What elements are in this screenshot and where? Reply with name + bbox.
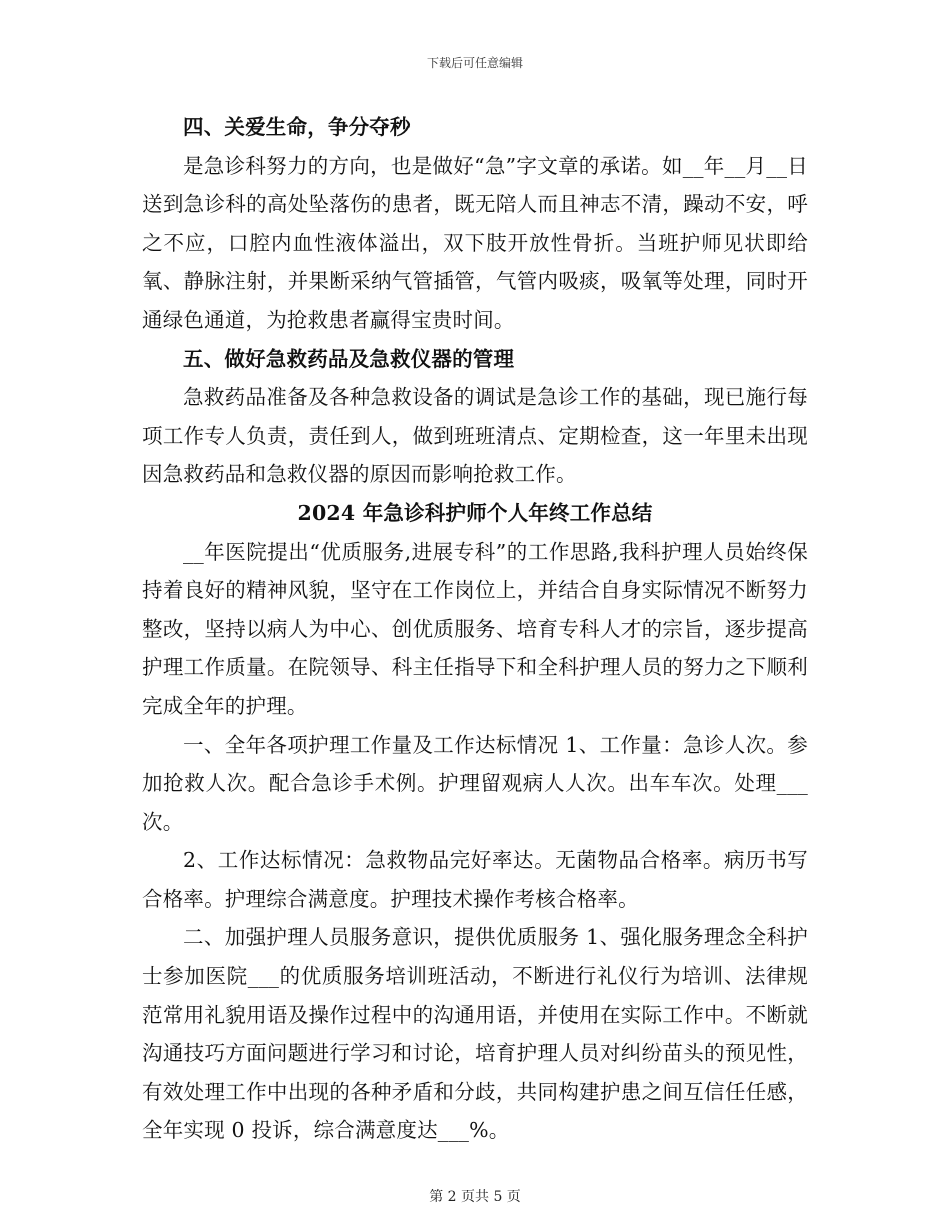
section-heading-4: 四、关爱生命，争分夺秒: [183, 115, 411, 139]
section-heading-5: 五、做好急救药品及急救仪器的管理: [183, 346, 515, 371]
paragraph: 急救药品准备及各种急救设备的调试是急诊工作的基础，现已施行每项工作专人负责，责任到人，做到班班清点、定期检查，这一年里未出现因急救药品和急救仪器的原因而影响抢救工作。: [142, 385, 808, 487]
paragraph: 二、加强护理人员服务意识，提供优质服务 1、强化服务理念全科护士参加医院___的优质服务培训班活动，不断进行礼仪行为培训、法律规范常用礼貌用语及操作过程中的沟通用语，并使用在实际工作中。不断就沟通技巧方面问题进行学习和讨论，培育护理人员对纠纷苗头的预见性，有效处理工作中出现的各种矛盾和分歧，共同构建护患之间互信任任感，全年实现 0 投诉，综合满意度达___%。: [142, 925, 808, 1143]
paragraph: 是急诊科努力的方向，也是做好“急”字文章的承诺。如__年__月__日送到急诊科的高处坠落伤的患者，既无陪人而且神志不清，躁动不安，呼之不应，口腔内血性液体溢出，双下肢开放性骨折。当班护师见状即给氧、静脉注射，并果断采纳气管插管，气管内吸痰，吸氧等处理，同时开通绿色通道，为抢救患者赢得宝贵时间。: [142, 153, 808, 332]
paragraph: 一、全年各项护理工作量及工作达标情况 1、工作量：急诊人次。参加抢救人次。配合急诊手术例。护理留观病人人次。出车车次。处理___次。: [142, 732, 808, 834]
document-body: [142, 108, 808, 1150]
paragraph: 2、工作达标情况：急救物品完好率达。无菌物品合格率。病历书写合格率。护理综合满意度。护理技术操作考核合格率。: [142, 848, 808, 911]
paragraph: __年医院提出“优质服务,进展专科”的工作思路,我科护理人员始终保持着良好的精神风貌，坚守在工作岗位上，并结合自身实际情况不断努力整改，坚持以病人为中心、创优质服务、培育专科人才的宗旨，逐步提高护理工作质量。在院领导、科主任指导下和全科护理人员的努力之下顺利完成全年的护理。: [142, 539, 808, 718]
document-title: 2024 年急诊科护师个人年终工作总结: [297, 500, 653, 525]
page-header: 下载后可任意编辑: [426, 56, 523, 70]
page-footer: 第 2 页共 5 页: [429, 1189, 521, 1205]
